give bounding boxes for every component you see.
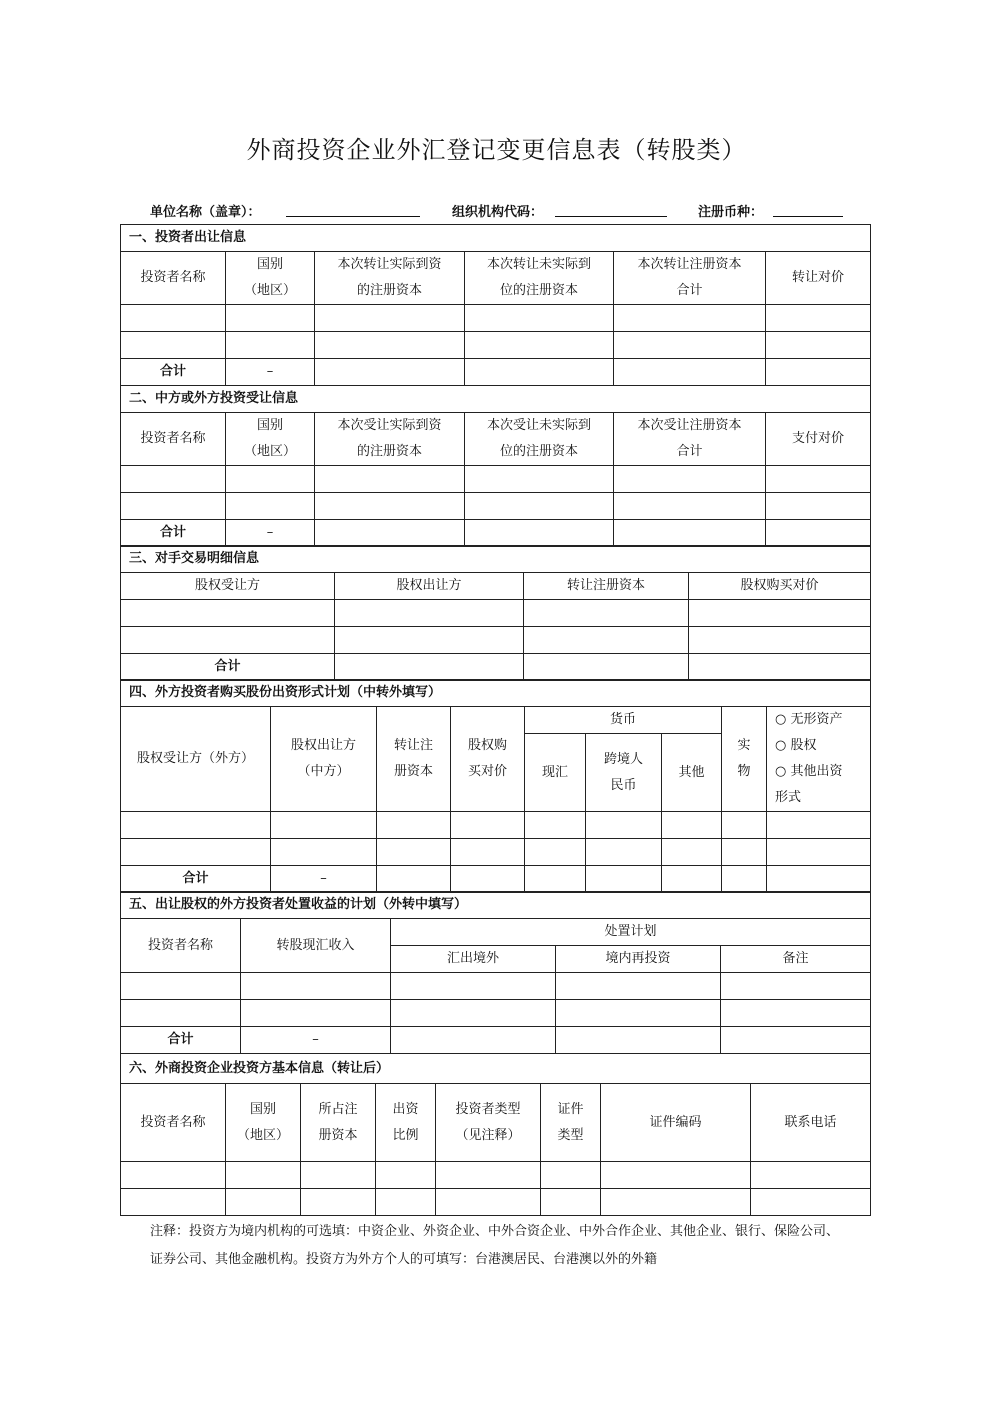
col-purchase-price: 股权购 买对价 [451, 707, 525, 812]
col-transferor: 股权出让方 [335, 573, 524, 600]
option-other-forms[interactable]: ○ 其他出资 形式 [775, 764, 843, 805]
total-label: 合计 [121, 866, 271, 893]
col-other: 其他 [662, 734, 722, 812]
section-1-2-table [120, 224, 871, 547]
col-consideration: 转让对价 [766, 252, 871, 305]
col-capital-share: 所占注 册资本 [301, 1084, 376, 1162]
section-2-title: 二、中方或外方投资受让信息 [121, 386, 871, 413]
col-paid-capital: 本次转让实际到资 的注册资本 [315, 252, 465, 305]
col-country: 国别 （地区） [226, 1084, 301, 1162]
total-label: 合计 [121, 1027, 241, 1054]
col-id-number: 证件编码 [601, 1084, 751, 1162]
org-code-label: 组织机构代码： [452, 205, 544, 220]
col-reg-capital: 转让注 册资本 [377, 707, 451, 812]
col-remit-abroad: 汇出境外 [391, 946, 556, 973]
col-investor-name: 投资者名称 [121, 413, 226, 466]
table-row [121, 466, 871, 493]
col-currency: 货币 [525, 707, 722, 734]
table-row [121, 627, 871, 654]
col-country: 国别 （地区） [226, 252, 315, 305]
table-row [121, 812, 871, 839]
total-label: 合计 [121, 359, 226, 386]
currency-field[interactable] [773, 216, 843, 217]
col-goods: 实 物 [722, 707, 767, 812]
table-row [121, 600, 871, 627]
dash-cell: – [226, 520, 315, 547]
col-transferor-chinese: 股权出让方 （中方） [271, 707, 377, 812]
org-code-field[interactable] [555, 216, 667, 217]
table-row [121, 973, 871, 1000]
col-remark: 备注 [721, 946, 871, 973]
col-investor-type: 投资者类型 （见注释） [436, 1084, 541, 1162]
table-row [121, 305, 871, 332]
table-row [121, 1000, 871, 1027]
section-5-table [120, 891, 871, 1054]
col-investor-name: 投资者名称 [121, 252, 226, 305]
col-country: 国别 （地区） [226, 413, 315, 466]
col-phone: 联系电话 [751, 1084, 871, 1162]
option-intangible[interactable]: ○ 无形资产 [775, 712, 843, 727]
col-cross-border-rmb: 跨境人 民币 [586, 734, 662, 812]
table-row [121, 839, 871, 866]
col-contribution-ratio: 出资 比例 [376, 1084, 436, 1162]
col-purchase-price: 股权购买对价 [689, 573, 871, 600]
section-3-title: 三、对手交易明细信息 [121, 546, 871, 573]
dash-cell: – [271, 866, 377, 893]
unit-name-field[interactable] [286, 216, 420, 217]
col-transferee-foreign: 股权受让方（外方） [121, 707, 271, 812]
col-id-type: 证件 类型 [541, 1084, 601, 1162]
col-capital-total: 本次受让注册资本 合计 [614, 413, 766, 466]
section-4-table [120, 679, 871, 893]
table-row [121, 493, 871, 520]
col-transfer-capital: 转让注册资本 [524, 573, 689, 600]
table-row [121, 1162, 871, 1189]
dash-cell: – [241, 1027, 391, 1054]
col-payment: 支付对价 [766, 413, 871, 466]
table-row [121, 1189, 871, 1216]
section-4-title: 四、外方投资者购买股份出资形式计划（中转外填写） [121, 680, 871, 707]
col-fx-income: 转股现汇收入 [241, 919, 391, 973]
col-capital-total: 本次转让注册资本 合计 [614, 252, 766, 305]
col-transferee: 股权受让方 [121, 573, 335, 600]
form-title: 外商投资企业外汇登记变更信息表（转股类） [246, 136, 747, 164]
option-equity[interactable]: ○ 股权 [775, 738, 817, 753]
unit-name-label: 单位名称（盖章）： [150, 205, 261, 220]
col-cash: 现汇 [525, 734, 586, 812]
total-label: 合计 [121, 520, 226, 547]
currency-label: 注册币种： [698, 205, 764, 220]
col-paid-capital: 本次受让实际到资 的注册资本 [315, 413, 465, 466]
col-disposal-plan: 处置计划 [391, 919, 871, 946]
section-1-title: 一、投资者出让信息 [121, 225, 871, 252]
footnote: 注释：投资方为境内机构的可选填：中资企业、外资企业、中外合资企业、中外合作企业、其他企业、银行、保险公司、证券公司、其他金融机构。投资方为外方个人的可填写：台港澳居民、台港澳以外的外籍 [150, 1224, 840, 1267]
section-6-title: 六、外商投资企业投资方基本信息（转让后） [121, 1054, 871, 1084]
other-forms-options [767, 707, 871, 812]
section-5-title: 五、出让股权的外方投资者处置收益的计划（外转中填写） [121, 892, 871, 919]
total-label: 合计 [121, 654, 335, 681]
col-unpaid-capital: 本次受让未实际到 位的注册资本 [465, 413, 614, 466]
col-investor-name: 投资者名称 [121, 919, 241, 973]
col-unpaid-capital: 本次转让未实际到 位的注册资本 [465, 252, 614, 305]
col-investor-name: 投资者名称 [121, 1084, 226, 1162]
section-6-table [120, 1053, 871, 1216]
dash-cell: – [226, 359, 315, 386]
section-3-table [120, 545, 871, 681]
table-row [121, 332, 871, 359]
col-domestic-reinvest: 境内再投资 [556, 946, 721, 973]
